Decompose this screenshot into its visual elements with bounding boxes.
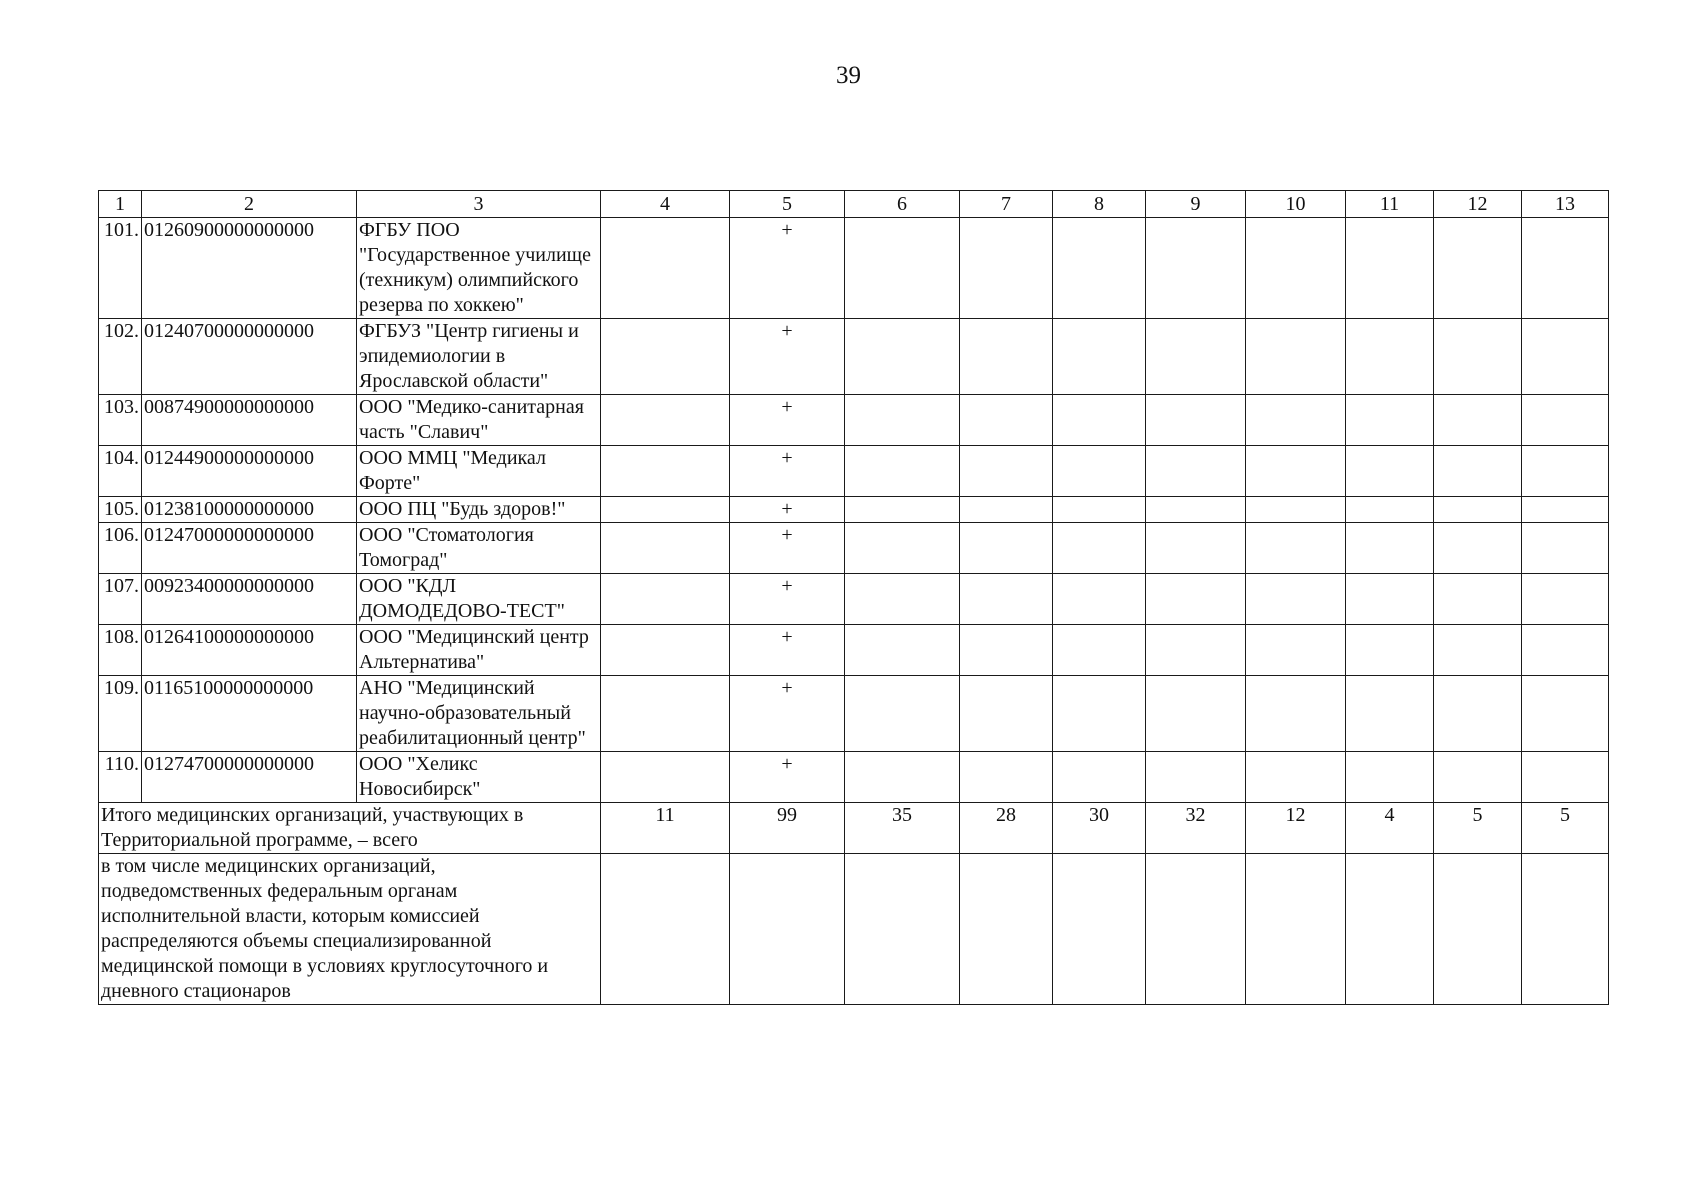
org-code: 00923400000000000	[142, 574, 357, 625]
cell-col13	[1522, 446, 1609, 497]
cell-col5: +	[730, 523, 845, 574]
cell-col7	[960, 395, 1053, 446]
cell-col5: +	[730, 574, 845, 625]
org-name: ООО ММЦ "Медикал Форте"	[357, 446, 601, 497]
cell-col8	[1053, 854, 1146, 1005]
cell-col4	[601, 446, 730, 497]
cell-col9	[1146, 497, 1246, 523]
total-value: 5	[1522, 803, 1609, 854]
cell-col4	[601, 523, 730, 574]
cell-col11	[1346, 854, 1434, 1005]
cell-col5: +	[730, 446, 845, 497]
total-value: 99	[730, 803, 845, 854]
org-name: АНО "Медицинский научно-образовательный реабилитационный центр"	[357, 676, 601, 752]
column-header: 7	[960, 191, 1053, 218]
column-header: 9	[1146, 191, 1246, 218]
total-row	[99, 803, 1609, 854]
cell-col8	[1053, 319, 1146, 395]
table-row	[99, 218, 1609, 319]
table-row	[99, 497, 1609, 523]
cell-col7	[960, 676, 1053, 752]
cell-col5: +	[730, 676, 845, 752]
cell-col13	[1522, 523, 1609, 574]
total-value: 30	[1053, 803, 1146, 854]
org-code: 01240700000000000	[142, 319, 357, 395]
cell-col8	[1053, 395, 1146, 446]
cell-col4	[601, 497, 730, 523]
row-number: 104.	[99, 446, 142, 497]
cell-col13	[1522, 854, 1609, 1005]
column-header: 11	[1346, 191, 1434, 218]
cell-col4	[601, 218, 730, 319]
table-row	[99, 319, 1609, 395]
cell-col7	[960, 574, 1053, 625]
cell-col4	[601, 319, 730, 395]
cell-col11	[1346, 446, 1434, 497]
cell-col8	[1053, 446, 1146, 497]
row-number: 102.	[99, 319, 142, 395]
row-number: 101.	[99, 218, 142, 319]
cell-col12	[1434, 319, 1522, 395]
cell-col5: +	[730, 319, 845, 395]
federal-row	[99, 854, 1609, 1005]
org-name: ФГБУ ПОО "Государственное училище (техникум) олимпийского резерва по хоккею"	[357, 218, 601, 319]
table-row	[99, 446, 1609, 497]
cell-col12	[1434, 446, 1522, 497]
org-code: 01165100000000000	[142, 676, 357, 752]
cell-col12	[1434, 218, 1522, 319]
cell-col11	[1346, 319, 1434, 395]
cell-col12	[1434, 497, 1522, 523]
cell-col5: +	[730, 752, 845, 803]
cell-col10	[1246, 319, 1346, 395]
cell-col12	[1434, 625, 1522, 676]
total-value: 11	[601, 803, 730, 854]
cell-col11	[1346, 574, 1434, 625]
cell-col5: +	[730, 625, 845, 676]
cell-col9	[1146, 676, 1246, 752]
cell-col12	[1434, 395, 1522, 446]
row-number: 103.	[99, 395, 142, 446]
row-number: 109.	[99, 676, 142, 752]
table-row	[99, 523, 1609, 574]
cell-col9	[1146, 446, 1246, 497]
cell-col6	[845, 523, 960, 574]
org-name: ООО "Медицинский центр Альтернатива"	[357, 625, 601, 676]
org-code: 01238100000000000	[142, 497, 357, 523]
column-header: 4	[601, 191, 730, 218]
cell-col6	[845, 854, 960, 1005]
cell-col8	[1053, 523, 1146, 574]
org-code: 01244900000000000	[142, 446, 357, 497]
cell-col9	[1146, 319, 1246, 395]
cell-col13	[1522, 395, 1609, 446]
cell-col11	[1346, 625, 1434, 676]
column-header: 13	[1522, 191, 1609, 218]
cell-col7	[960, 497, 1053, 523]
cell-col7	[960, 319, 1053, 395]
total-value: 5	[1434, 803, 1522, 854]
cell-col7	[960, 523, 1053, 574]
cell-col6	[845, 218, 960, 319]
cell-col9	[1146, 523, 1246, 574]
cell-col6	[845, 497, 960, 523]
cell-col12	[1434, 854, 1522, 1005]
cell-col7	[960, 218, 1053, 319]
cell-col4	[601, 574, 730, 625]
table-row	[99, 625, 1609, 676]
total-value: 32	[1146, 803, 1246, 854]
cell-col6	[845, 574, 960, 625]
cell-col7	[960, 625, 1053, 676]
column-header: 2	[142, 191, 357, 218]
cell-col11	[1346, 523, 1434, 574]
cell-col12	[1434, 676, 1522, 752]
header-row	[99, 191, 1609, 218]
cell-col11	[1346, 676, 1434, 752]
cell-col6	[845, 625, 960, 676]
cell-col13	[1522, 752, 1609, 803]
cell-col8	[1053, 676, 1146, 752]
row-number: 106.	[99, 523, 142, 574]
total-value: 28	[960, 803, 1053, 854]
org-name: ООО "Стоматология Томоград"	[357, 523, 601, 574]
cell-col13	[1522, 676, 1609, 752]
cell-col13	[1522, 319, 1609, 395]
cell-col13	[1522, 574, 1609, 625]
org-name: ООО "Медико-санитарная часть "Славич"	[357, 395, 601, 446]
table-row	[99, 395, 1609, 446]
org-name: ООО ПЦ "Будь здоров!"	[357, 497, 601, 523]
cell-col4	[601, 625, 730, 676]
cell-col12	[1434, 574, 1522, 625]
page-number: 39	[836, 62, 861, 89]
org-code: 01247000000000000	[142, 523, 357, 574]
org-code: 00874900000000000	[142, 395, 357, 446]
cell-col13	[1522, 625, 1609, 676]
cell-col6	[845, 676, 960, 752]
org-code: 01260900000000000	[142, 218, 357, 319]
cell-col9	[1146, 218, 1246, 319]
column-header: 10	[1246, 191, 1346, 218]
cell-col10	[1246, 854, 1346, 1005]
cell-col8	[1053, 625, 1146, 676]
cell-col10	[1246, 752, 1346, 803]
cell-col8	[1053, 752, 1146, 803]
total-value: 12	[1246, 803, 1346, 854]
total-value: 4	[1346, 803, 1434, 854]
cell-col8	[1053, 218, 1146, 319]
cell-col10	[1246, 395, 1346, 446]
cell-col10	[1246, 446, 1346, 497]
cell-col11	[1346, 395, 1434, 446]
cell-col10	[1246, 625, 1346, 676]
table-row	[99, 752, 1609, 803]
cell-col10	[1246, 676, 1346, 752]
table-row	[99, 574, 1609, 625]
cell-col11	[1346, 752, 1434, 803]
cell-col7	[960, 854, 1053, 1005]
cell-col9	[1146, 752, 1246, 803]
cell-col5: +	[730, 497, 845, 523]
row-number: 105.	[99, 497, 142, 523]
row-number: 107.	[99, 574, 142, 625]
organizations-table	[98, 190, 1609, 1005]
cell-col4	[601, 676, 730, 752]
cell-col7	[960, 752, 1053, 803]
cell-col8	[1053, 497, 1146, 523]
column-header: 8	[1053, 191, 1146, 218]
cell-col10	[1246, 218, 1346, 319]
cell-col13	[1522, 218, 1609, 319]
table-row	[99, 676, 1609, 752]
column-header: 3	[357, 191, 601, 218]
org-name: ООО "КДЛ ДОМОДЕДОВО-ТЕСТ"	[357, 574, 601, 625]
cell-col5: +	[730, 218, 845, 319]
cell-col5	[730, 854, 845, 1005]
cell-col10	[1246, 574, 1346, 625]
column-header: 12	[1434, 191, 1522, 218]
cell-col11	[1346, 497, 1434, 523]
cell-col12	[1434, 752, 1522, 803]
cell-col11	[1346, 218, 1434, 319]
cell-col13	[1522, 497, 1609, 523]
org-name: ФГБУЗ "Центр гигиены и эпидемиологии в Ярославской области"	[357, 319, 601, 395]
cell-col4	[601, 395, 730, 446]
cell-col6	[845, 319, 960, 395]
cell-col12	[1434, 523, 1522, 574]
cell-col9	[1146, 854, 1246, 1005]
row-number: 108.	[99, 625, 142, 676]
cell-col4	[601, 854, 730, 1005]
org-code: 01264100000000000	[142, 625, 357, 676]
total-value: 35	[845, 803, 960, 854]
cell-col7	[960, 446, 1053, 497]
cell-col8	[1053, 574, 1146, 625]
row-number: 110.	[99, 752, 142, 803]
cell-col6	[845, 395, 960, 446]
cell-col6	[845, 446, 960, 497]
column-header: 5	[730, 191, 845, 218]
total-row-label: Итого медицинских организаций, участвующих в Территориальной программе, – всего	[99, 803, 601, 854]
cell-col9	[1146, 574, 1246, 625]
cell-col9	[1146, 625, 1246, 676]
cell-col6	[845, 752, 960, 803]
cell-col9	[1146, 395, 1246, 446]
column-header: 1	[99, 191, 142, 218]
cell-col10	[1246, 497, 1346, 523]
org-name: ООО "Хеликс Новосибирск"	[357, 752, 601, 803]
cell-col10	[1246, 523, 1346, 574]
federal-row-label: в том числе медицинских организаций, подведомственных федеральным органам исполнительной власти, которым комиссией распределяются объемы специализированной медицинской помощи в условиях круглосуточного и дневного стационаров	[99, 854, 601, 1005]
column-header: 6	[845, 191, 960, 218]
cell-col4	[601, 752, 730, 803]
org-code: 01274700000000000	[142, 752, 357, 803]
cell-col5: +	[730, 395, 845, 446]
